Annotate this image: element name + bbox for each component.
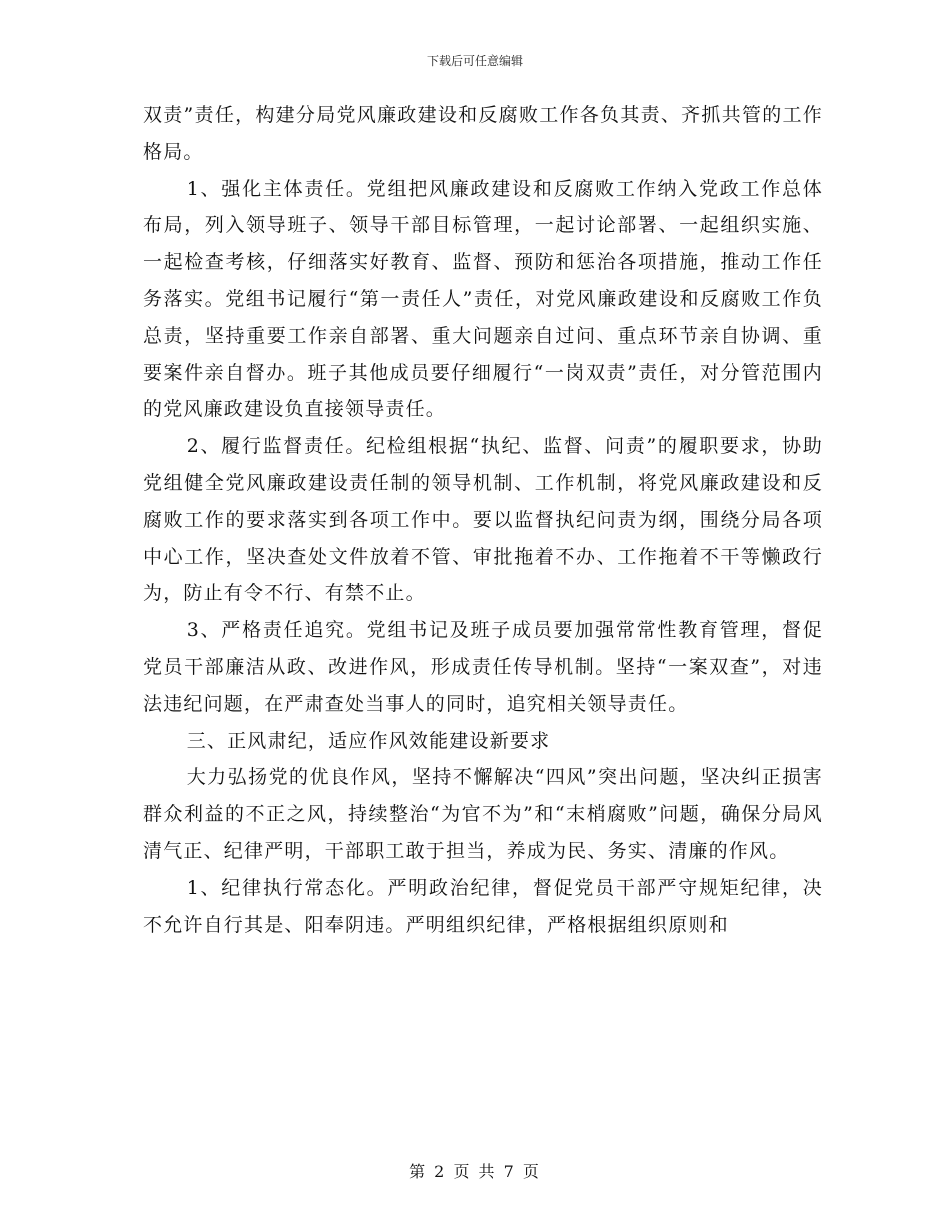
document-body: [143, 97, 823, 943]
paragraph: 双责”责任，构建分局党风廉政建设和反腐败工作各负其责、齐抓共管的工作格局。: [143, 104, 823, 163]
paragraph: 大力弘扬党的优良作风，坚持不懈解决“四风”突出问题，坚决纠正损害群众利益的不正之风，持续整治“为官不为”和“末梢腐败”问题，确保分局风清气正、纪律严明，干部职工敢于担当，养成为民、务实、清廉的作风。: [143, 766, 823, 862]
paragraph: 1、强化主体责任。党组把风廉政建设和反腐败工作纳入党政工作总体布局，列入领导班子、领导干部目标管理，一起讨论部署、一起组织实施、一起检查考核，仔细落实好教育、监督、预防和惩治各项措施，推动工作任务落实。党组书记履行“第一责任人”责任，对党风廉政建设和反腐败工作负总责，坚持重要工作亲自部署、重大问题亲自过问、重点环节亲自协调、重要案件亲自督办。班子其他成员要仔细履行“一岗双责”责任，对分管范围内的党风廉政建设负直接领导责任。: [143, 177, 823, 421]
page-number: 第 2 页 共 7 页: [409, 1162, 541, 1181]
header-note: 下载后可任意编辑: [426, 54, 523, 68]
paragraph: 1、纪律执行常态化。严明政治纪律，督促党员干部严守规矩纪律，决不允许自行其是、阳奉阴违。严明组织纪律，严格根据组织原则和: [143, 876, 823, 936]
section-heading: 三、正风肃纪，适应作风效能建设新要求: [186, 729, 551, 752]
paragraph: 2、履行监督责任。纪检组根据“执纪、监督、问责”的履职要求，协助党组健全党风廉政建设责任制的领导机制、工作机制，将党风廉政建设和反腐败工作的要求落实到各项工作中。要以监督执纪问责为纲，围绕分局各项中心工作，坚决查处文件放着不管、审批拖着不办、工作拖着不干等懒政行为，防止有令不行、有禁不止。: [143, 435, 823, 605]
paragraph: 3、严格责任追究。党组书记及班子成员要加强常常性教育管理，督促党员干部廉洁从政、改进作风，形成责任传导机制。坚持“一案双查”，对违法违纪问题，在严肃查处当事人的同时，追究相关领导责任。: [143, 619, 823, 715]
